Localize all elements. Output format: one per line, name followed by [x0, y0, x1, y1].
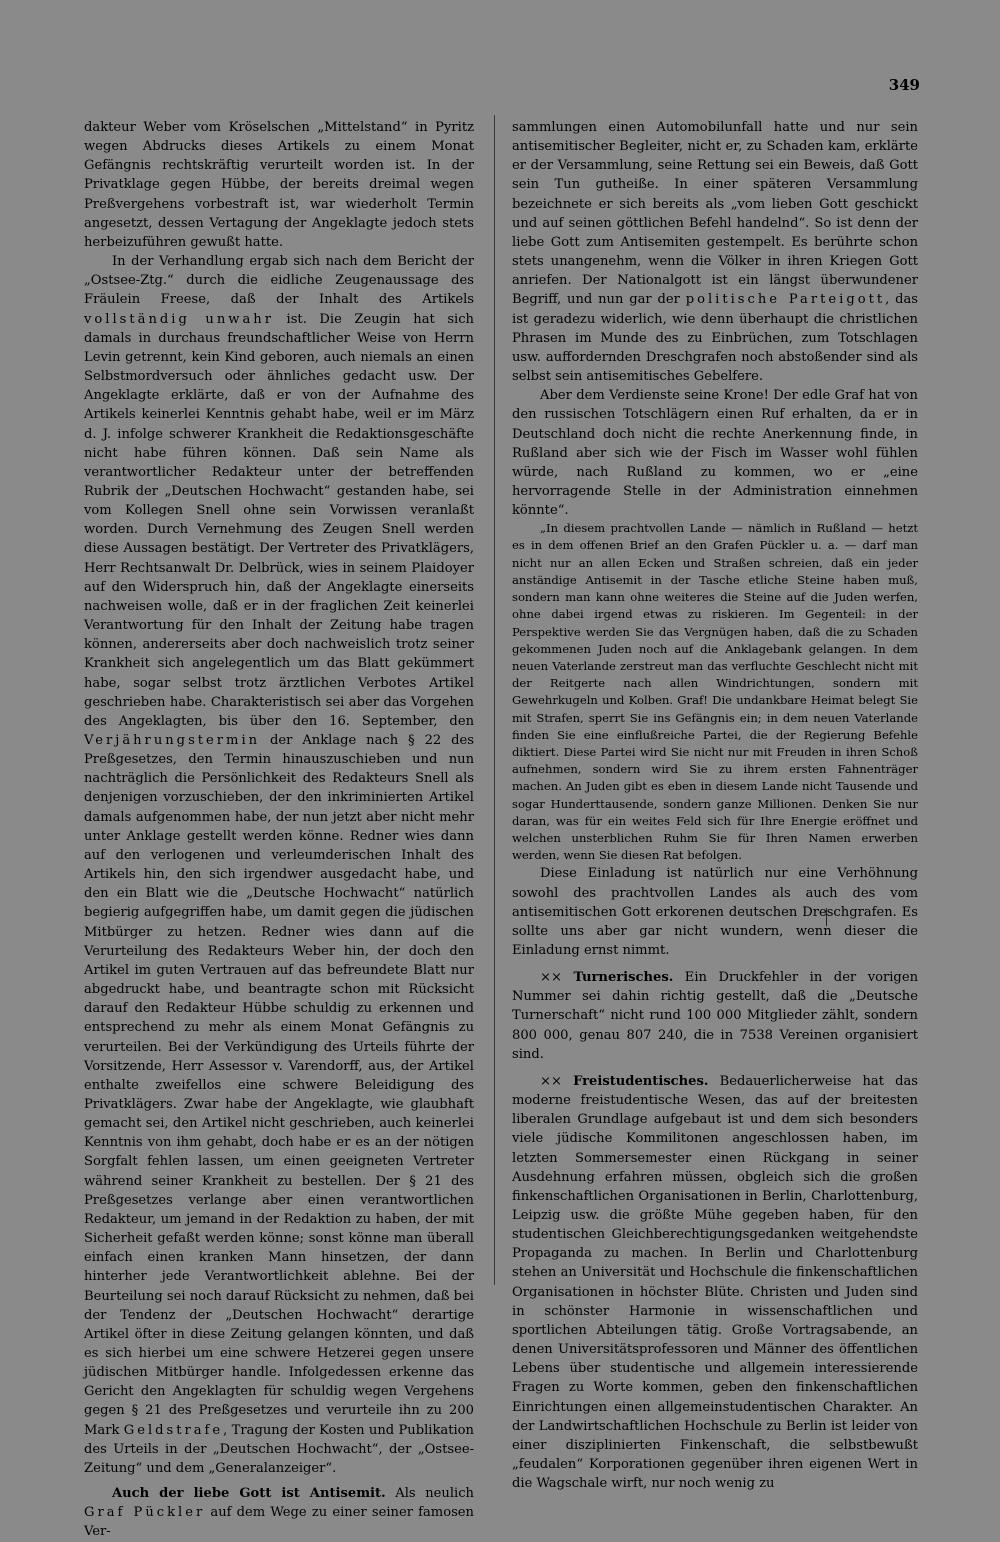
text-run: In der Verhandlung ergab sich nach dem Bericht der „Ostsee-Ztg.“ durch die eidliche Zeugenaussage des Fräulein Freese, daß der Inhalt des Artikels [84, 254, 474, 308]
article-heading: Turnerisches. [573, 970, 674, 986]
text-run: ist. Die Zeugin hat sich damals in durchaus freundschaftlicher Weise von Herrn Levin getrennt, kein Kind geboren, auch niemals an einen Selbstmordversuch oder ähnliches gedacht usw. Der Angeklagte erklärte, daß er von der Aufnahme des Artikels keinerlei Kenntnis gehabt habe, weil er im März d. J. infolge schwerer Krankheit die Redaktionsgeschäfte nicht habe führen können. Daß sein Name als verantwortlicher Redakteur unter der betreffenden Rubrik der „Deutschen Hochwacht“ gestanden habe, sei vom Kollegen Snell ohne sein Vorwissen veranlaßt worden. Durch Vernehmung des Zeugen Snell werden diese Aussagen bestätigt. Der Vertreter des Privatklägers, Herr Rechtsanwalt Dr. Delbrück, wies in seinem Plaidoyer auf den Widerspruch hin, daß der Angeklagte einerseits nachweisen wolle, daß er in der fraglichen Zeit keinerlei Verantwortung für den Inhalt der Zeitung habe tragen können, andererseits aber doch nachweislich trotz seiner Krankheit sich angelegentlich um das Blatt gekümmert habe, sogar selbst trotz ärztlichen Verbotes Artikel geschrieben habe. Charakteristisch sei aber das Vorgehen des Angeklagten, bis über den 16. September, den [84, 311, 474, 729]
text-run: auf dem Wege zu einer seiner famosen Ver- [84, 1505, 474, 1540]
paragraph: Aber dem Verdienste seine Krone! Der edle Graf hat von den russischen Totschlägern einen Ruf erhalten, da er in Deutschland doch nicht die rechte Anerkennung finde, in Rußland aber sich wie der Fisch im Wasser wohl fühlen würde, nach Rußland zu kommen, wo er „eine hervorragende Stelle in der Administration einnehmen könnte“. [512, 388, 918, 519]
paragraph: Diese Einladung ist natürlich nur eine Verhöhnung sowohl des prachtvollen Landes als auch des vom antisemitischen Gott erkorenen deutschen Dreschgrafen. Es sollte uns aber gar nicht wundern, wenn dieser die Einladung ernst nimmt. [512, 866, 918, 958]
text-run: sammlungen einen Automobilunfall hatte und nur sein antisemitischer Begleiter, nicht er, zu Schaden kam, erklärte er der Versammlung, seine Rettung sei ein Beweis, daß Gott sein Tun gutheiße. In einer späteren Versammlung bezeichnete er sich bereits als „vom lieben Gott geschickt und auf seinen göttlichen Befehl handelnd“. So ist denn der liebe Gott zum Antisemiten gestempelt. Es berührte schon stets unangenehm, wenn die Völker in ihren Kriegen Gott anriefen. Der Nationalgott ist ein längst überwundener Begriff, und nun gar der [512, 120, 918, 308]
article-paragraph [512, 968, 918, 1064]
section-marker: ×× [540, 970, 574, 986]
page-number: 349 [888, 76, 920, 94]
text-run: Bedauerlicherweise hat das moderne freistudentische Wesen, das auf der breitesten liberalen Grundlage aufgebaut ist und dem sich besonders viele jüdische Kommilitonen angeschlossen haben, im letzten Sommersemester einen Rückgang in seiner Ausdehnung erfahren müssen, obgleich sich die großen finkenschaftlichen Organisationen in Berlin, Charlottenburg, Leipzig usw. die größte Mühe gegeben haben, für den studentischen Gleichberechtigungsgedanken weitgehendste Propaganda zu machen. In Berlin und Charlottenburg stehen an Universität und Hochschule die finkenschaftlichen Organisationen in höchster Blüte. Christen und Juden sind in schönster Harmonie in wissenschaftlichen und sportlichen Abteilungen tätig. Große Vortragsabende, an denen Universitätsprofessoren und Männer des öffentlichen Lebens über studentische und allgemein interessierende Fragen zu Worte kommen, geben den finkenschaftlichen Einrichtungen einen allgemeinstudentischen Charakter. An der Landwirtschaftlichen Hochschule zu Berlin ist leider von einer disziplinierten Finkenschaft, die selbstbewußt „feudalen“ Korporationen gegenüber ihren eigenen Wert in die Wagschale wirft, nur noch wenig zu [512, 1073, 918, 1492]
text-run: , Tragung der Kosten und Publikation des Urteils in der „Deutschen Hochwacht“, der „Ostsee-Zeitung“ und dem „Generalanzeiger“. [84, 1422, 474, 1476]
right-column [512, 118, 918, 1493]
paragraph [512, 118, 918, 386]
spaced-text: Geldstrafe [123, 1422, 224, 1438]
article-heading: Freistudentisches. [573, 1073, 709, 1089]
quote-block [512, 520, 918, 864]
text-run: , das ist geradezu widerlich, wie denn überhaupt die christlichen Phrasen im Munde des zu Einbrüchen, zum Totschlagen usw. auffordernden Dreschgrafen noch abstoßender sind als selbst sein antisemitisches Gebelfere. [512, 292, 918, 385]
text-run: Als neulich [385, 1486, 474, 1502]
left-column [84, 118, 474, 1542]
spaced-text: vollständig unwahr [84, 311, 274, 327]
paragraph [84, 252, 474, 1478]
column-divider [494, 115, 495, 1285]
text-run: der Anklage nach § 22 des Preßgesetzes, den Termin hinauszuschieben und nun nachträglich die Persönlichkeit des Redakteurs Snell als denjenigen vorzuschieben, der den inkriminierten Artikel damals aufgenommen habe, der nun jetzt aber nicht mehr unter Anklage gestellt werden könne. Redner wies dann auf den verlogenen und verleumderischen Inhalt des Artikels hin, den sich irgendwer ausgedacht habe, und den ein Blatt wie die „Deutsche Hochwacht“ natürlich begierig aufgegriffen habe, um damit gegen die jüdischen Mitbürger zu hetzen. Redner wies dann auf die Verurteilung des Redakteurs Weber hin, der doch den Artikel im guten Vertrauen auf das befreundete Blatt nur abgedruckt habe, und beantragte schon mit Rücksicht darauf den Redakteur Hübbe schuldig zu erkennen und entsprechend zu mehr als einem Monat Gefängnis zu verurteilen. Bei der Verkündigung des Urteils führte der Vorsitzende, Herr Assessor v. Varendorff, aus, der Artikel enthalte zweifellos eine schwere Beleidigung des Privatklägers. Zwar habe der Angeklagte, wie glaubhaft gemacht sei, den Artikel nicht geschrieben, auch keinerlei Kenntnis von ihm gehabt, doch habe er es an der nötigen Sorgfalt fehlen lassen, um einen geeigneten Vertreter während seiner Krankheit zu bestellen. Der § 21 des Preßgesetzes verlange aber einen verantwortlichen Redakteur, um jemand in der Redaktion zu haben, der mit Sicherheit gefaßt werden könne; sonst könne man überall einfach einen kranken Mann hinsetzen, der dann hinterher jede Verantwortlichkeit ablehne. Bei der Beurteilung sei noch darauf Rücksicht zu nehmen, daß bei der Tendenz der „Deutschen Hochwacht“ derartige Artikel öfter in diese Zeitung gelangen könnten, und daß es sich hierbei um eine schwere Hetzerei gegen unsere jüdischen Mitbürger handle. Infolgedessen erkenne das Gericht den Angeklagten für schuldig wegen Vergehens gegen § 21 des Preßgesetzes und verurteile ihn zu 200 Mark [84, 733, 474, 1438]
spaced-text: Graf Pückler [84, 1505, 206, 1521]
text-run: Ein Druckfehler in der vorigen Nummer sei dahin richtig gestellt, daß die „Deutsche Turnerschaft“ nicht rund 100 000 Mitglieder zählt, sondern 800 000, genau 807 240, die in 7538 Vereinen organisiert sind. [512, 970, 918, 1062]
article-heading: Auch der liebe Gott ist Antisemit. [112, 1486, 386, 1502]
quote-text: „In diesem prachtvollen Lande — nämlich in Rußland — hetzt es in dem offenen Brief an den Grafen Pückler u. a. — darf man nicht nur an allen Ecken und Straßen schreien, daß ein jeder anständige Antisemit in der Tasche etliche Steine haben muß, sondern man kann ohne weiteres die Steine auf die Juden werfen, ohne dabei irgend etwas zu riskieren. Im Gegenteil: in der Perspektive werden Sie das Vergnügen haben, daß die zu Schaden gekommenen Juden noch auf die Anklagebank gelangen. In dem neuen Vaterlande zerstreut man das verfluchte Geschlecht nicht mit der Reitgerte nach allen Windrichtungen, sondern mit Gewehrkugeln und Kolben. Graf! Die undankbare Heimat belegt Sie mit Strafen, sperrt Sie ins Gefängnis ein; in dem neuen Vaterlande finden Sie eine einflußreiche Partei, die der Regierung Befehle diktiert. Diese Partei wird Sie nicht nur mit Freuden in ihren Schoß aufnehmen, sondern wird Sie zu ihrem ersten Fahnenträger machen. An Juden gibt es eben in diesem Lande nicht Tausende und sogar Hunderttausende, sondern ganze Millionen. Denken Sie nur daran, was für ein weites Feld sich für Ihre Energie eröffnet und welchen unsterblichen Ruhm Sie für Ihren Namen erwerben werden, wenn Sie diesen Rat befolgen. [512, 521, 918, 863]
article-paragraph [84, 1484, 474, 1541]
paragraph: dakteur Weber vom Kröselschen „Mittelstand“ in Pyritz wegen Abdrucks dieses Artikels zu einem Monat Gefängnis rechtskräftig verurteilt worden ist. In der Privatklage gegen Hübbe, der bereits dreimal wegen Preßvergehens vorbestraft ist, war wiederholt Termin angesetzt, dessen Vertagung der Angeklagte jedoch stets herbeizuführen gewußt hatte. [84, 120, 474, 250]
article-paragraph [512, 1072, 918, 1493]
spaced-text: politische Parteigott [685, 292, 886, 308]
spaced-text: Verjährungstermin [84, 733, 261, 748]
section-marker: ×× [540, 1073, 574, 1089]
